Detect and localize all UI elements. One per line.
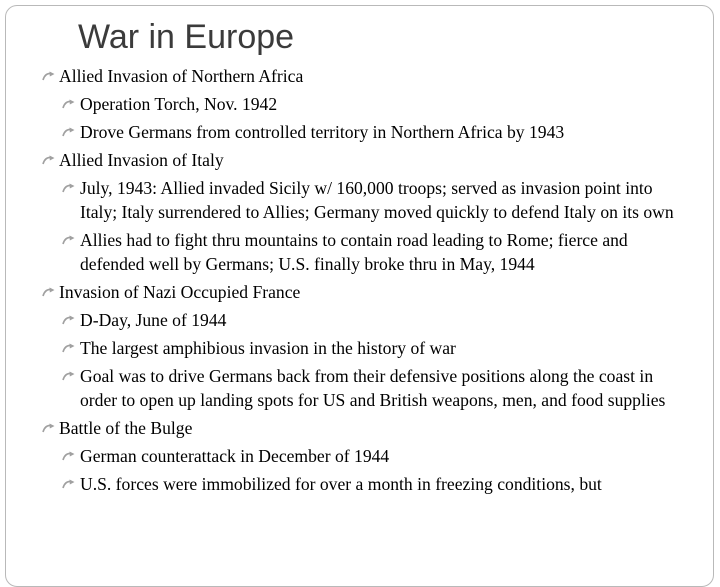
- bullet-text: Battle of the Bulge: [59, 418, 193, 438]
- sub-bullet-item: [0, 228, 720, 276]
- arrow-bullet-icon: [42, 287, 56, 298]
- arrow-bullet-icon: [42, 423, 56, 434]
- arrow-bullet-icon: [62, 479, 76, 490]
- bullet-text: Invasion of Nazi Occupied France: [59, 282, 301, 302]
- bullet-item: [0, 148, 720, 172]
- bullet-item: [0, 64, 720, 88]
- arrow-bullet-icon: [42, 155, 56, 166]
- arrow-bullet-icon: [62, 315, 76, 326]
- arrow-bullet-icon: [62, 371, 76, 382]
- bullet-item: [0, 280, 720, 304]
- sub-bullet-item: [0, 92, 720, 116]
- arrow-bullet-icon: [62, 99, 76, 110]
- arrow-bullet-icon: [42, 71, 56, 82]
- arrow-bullet-icon: [62, 127, 76, 138]
- bullet-text: Allied Invasion of Italy: [59, 150, 224, 170]
- slide-body: [0, 64, 720, 500]
- bullet-text: Allies had to fight thru mountains to contain road leading to Rome; fierce and defended well by Germans; U.S. finally broke thru in May, 1944: [80, 230, 628, 274]
- sub-bullet-item: [0, 336, 720, 360]
- bullet-text: Drove Germans from controlled territory in Northern Africa by 1943: [80, 122, 565, 142]
- bullet-text: July, 1943: Allied invaded Sicily w/ 160,000 troops; served as invasion point into Italy; Italy surrendered to Allies; Germany moved quickly to defend Italy on its own: [80, 178, 674, 222]
- sub-bullet-item: [0, 120, 720, 144]
- sub-bullet-item: [0, 364, 720, 412]
- bullet-text: Goal was to drive Germans back from their defensive positions along the coast in order to open up landing spots for US and British weapons, men, and food supplies: [80, 366, 666, 410]
- bullet-text: Allied Invasion of Northern Africa: [59, 66, 304, 86]
- bullet-text: U.S. forces were immobilized for over a month in freezing conditions, but: [80, 474, 602, 494]
- bullet-item: [0, 416, 720, 440]
- arrow-bullet-icon: [62, 235, 76, 246]
- sub-bullet-item: [0, 176, 720, 224]
- bullet-text: D-Day, June of 1944: [80, 310, 227, 330]
- bullet-text: The largest amphibious invasion in the history of war: [80, 338, 456, 358]
- bullet-text: German counterattack in December of 1944: [80, 446, 390, 466]
- sub-bullet-item: [0, 308, 720, 332]
- arrow-bullet-icon: [62, 343, 76, 354]
- sub-bullet-item: [0, 472, 720, 496]
- bullet-text: Operation Torch, Nov. 1942: [80, 94, 278, 114]
- sub-bullet-item: [0, 444, 720, 468]
- arrow-bullet-icon: [62, 183, 76, 194]
- slide-title: War in Europe: [78, 18, 295, 56]
- arrow-bullet-icon: [62, 451, 76, 462]
